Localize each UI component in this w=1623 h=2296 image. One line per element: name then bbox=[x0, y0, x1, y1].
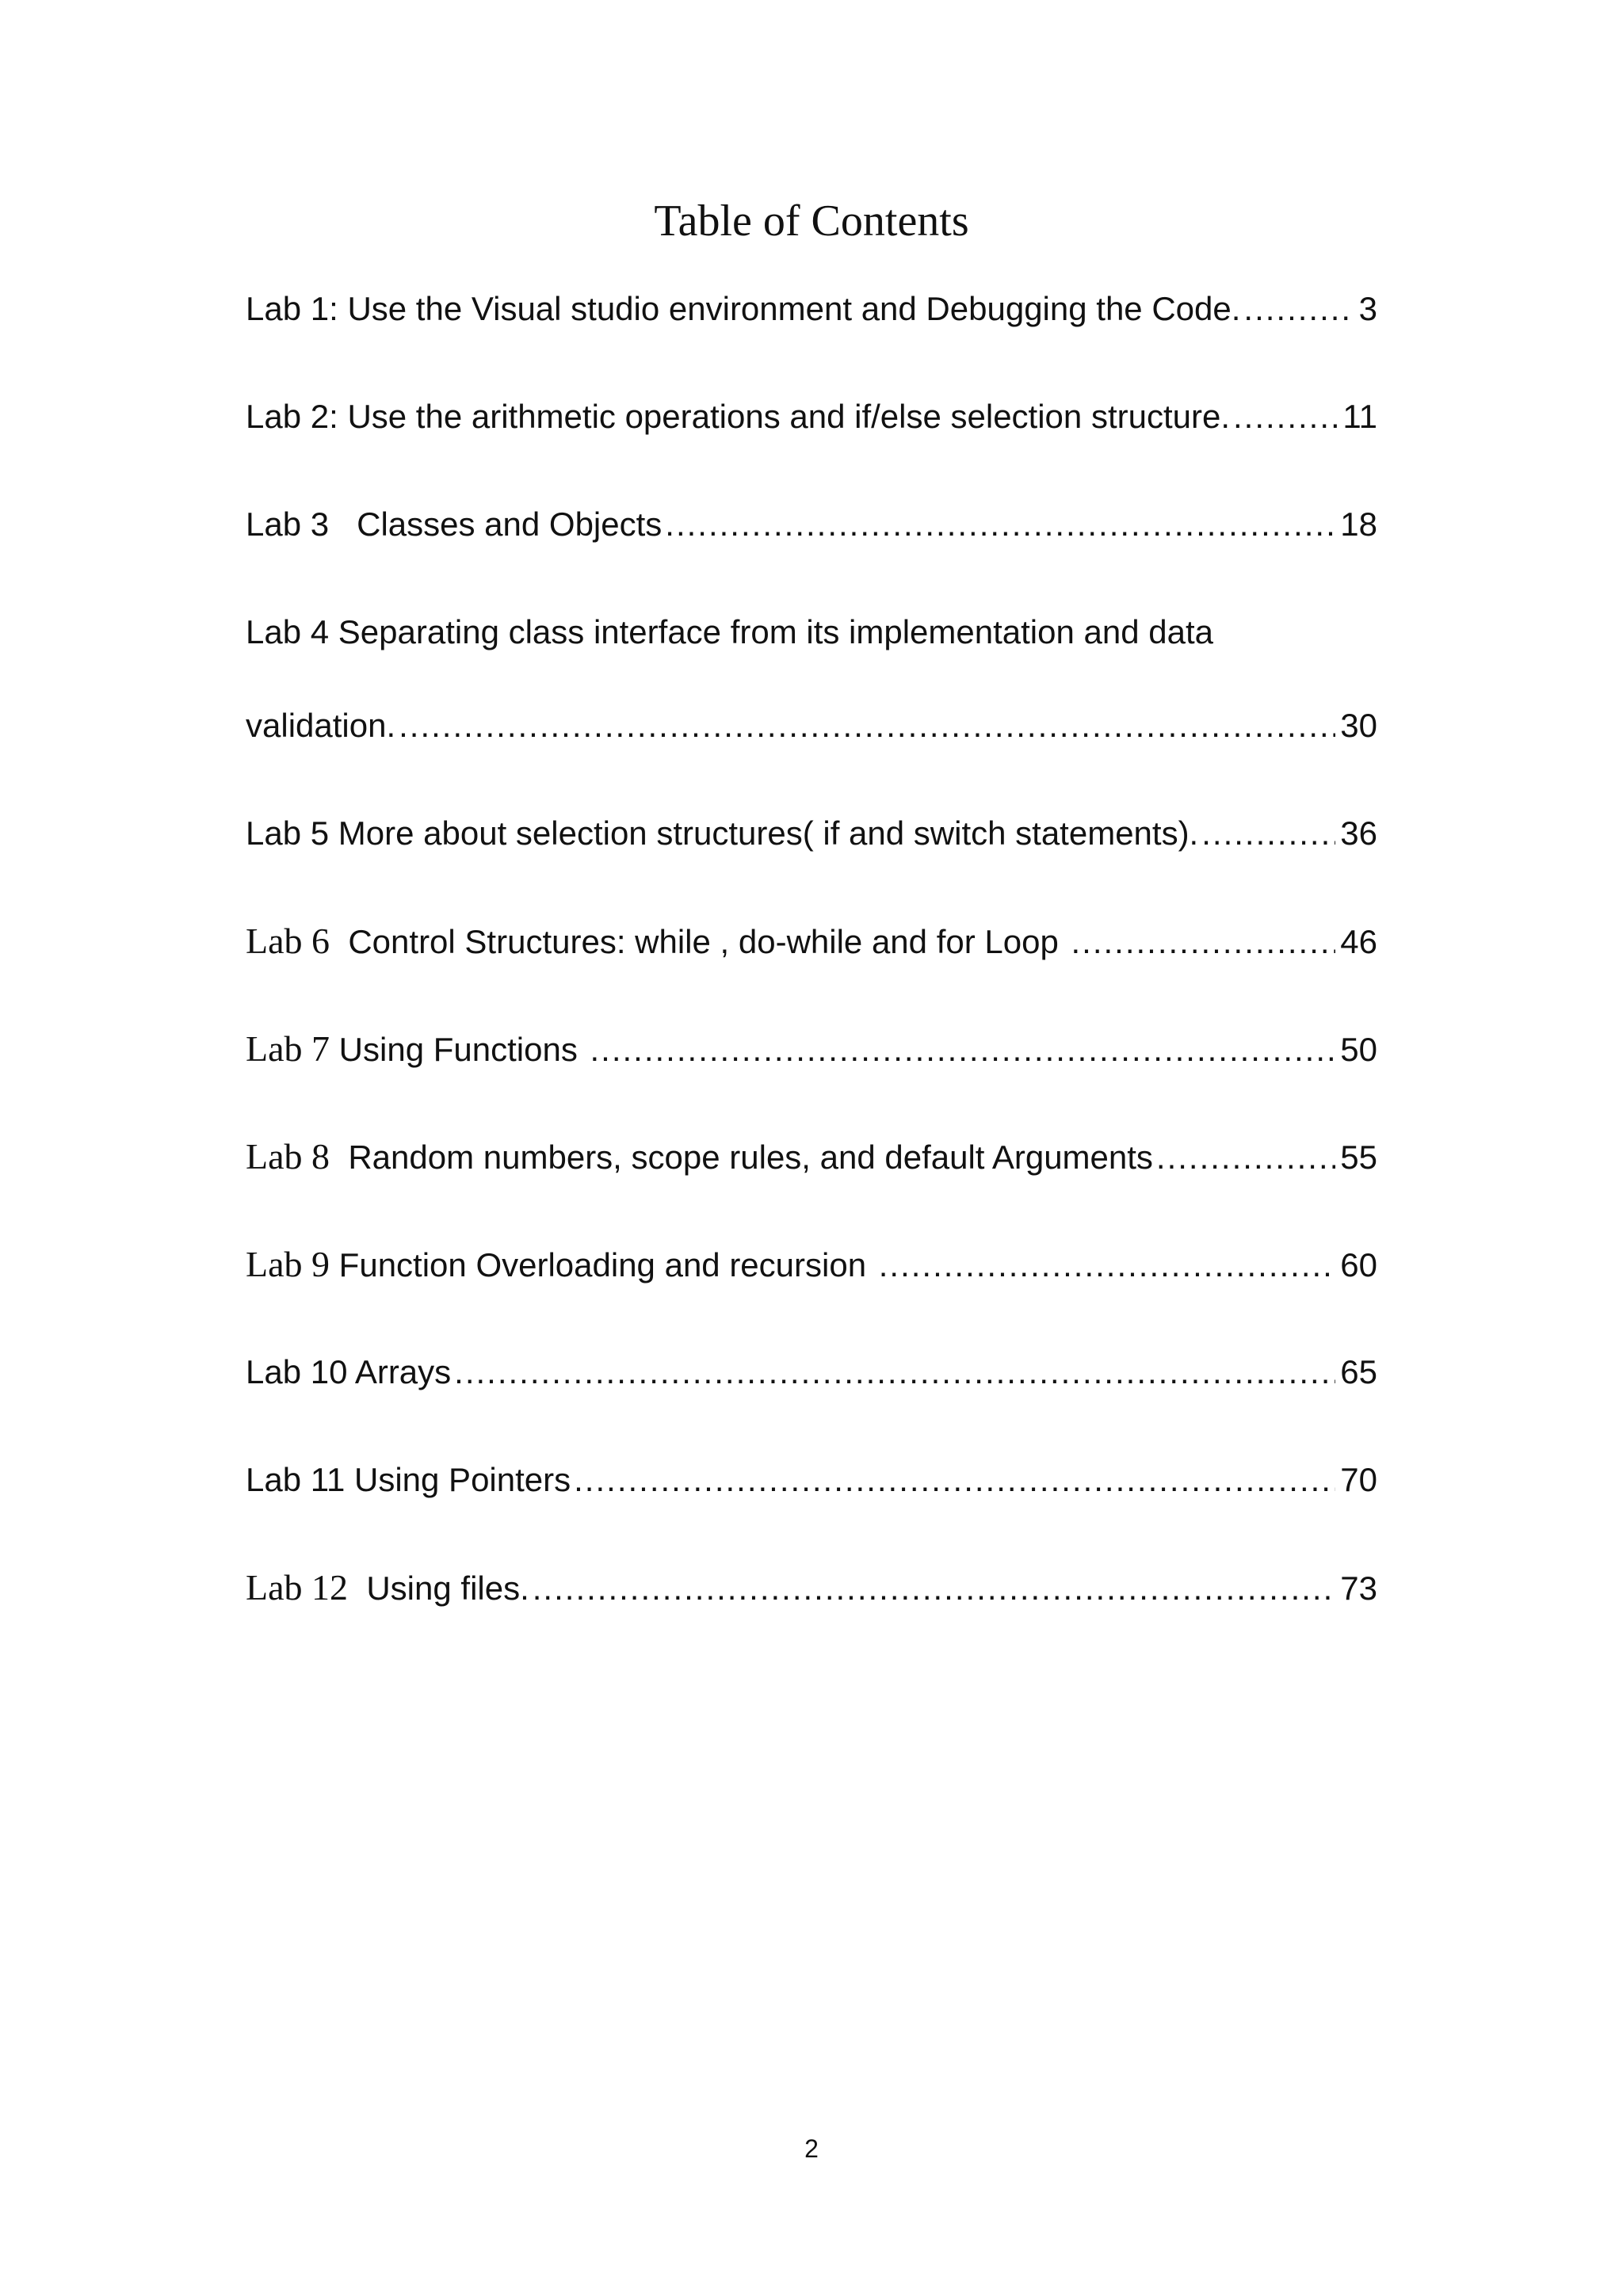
toc-entry-title: Function Overloading and recursion bbox=[330, 1246, 876, 1283]
toc-entry-label bbox=[246, 1024, 587, 1075]
toc-entry-prefix: Lab 9 bbox=[246, 1244, 330, 1284]
toc-leader-dots bbox=[1156, 1132, 1335, 1183]
toc-entry-lab-5[interactable] bbox=[246, 808, 1377, 859]
toc-entry-lab-4-line-1[interactable]: Lab 4 Separating class interface from its implementation and data bbox=[246, 613, 1214, 650]
toc-entry-prefix: Lab 7 bbox=[246, 1028, 330, 1069]
toc-entry-label: Lab 10 Arrays bbox=[246, 1353, 452, 1390]
toc-leader-dots bbox=[590, 1024, 1336, 1075]
toc-leader-dots bbox=[574, 1455, 1335, 1505]
toc-entry-lab-6[interactable] bbox=[246, 916, 1377, 967]
toc-entry-title: Using files. bbox=[348, 1569, 529, 1607]
toc-entry-label: Lab 1: Use the Visual studio environment and Debugging the Code. bbox=[246, 290, 1241, 327]
toc-entry-prefix: Lab 6 bbox=[246, 921, 330, 961]
toc-entry-label bbox=[246, 1239, 876, 1291]
toc-entry-lab-7[interactable] bbox=[246, 1024, 1377, 1074]
toc-entry-lab-2[interactable] bbox=[246, 391, 1377, 442]
toc-leader-dots bbox=[879, 1240, 1336, 1291]
toc-leader-dots bbox=[1071, 917, 1335, 967]
toc-title: Table of Contents bbox=[654, 196, 969, 246]
toc-entry-label: Lab 11 Using Pointers bbox=[246, 1461, 571, 1498]
toc-entry-label: Lab 5 More about selection structures( if and switch statements). bbox=[246, 814, 1199, 852]
toc-entry-lab-8[interactable] bbox=[246, 1131, 1377, 1182]
toc-entry-title: Random numbers, scope rules, and default Arguments bbox=[330, 1138, 1153, 1176]
toc-leader-dots bbox=[399, 700, 1335, 751]
toc-entry-page: 60 bbox=[1340, 1246, 1377, 1283]
toc-entry-label bbox=[246, 1562, 529, 1614]
toc-leader-dots bbox=[1233, 391, 1338, 442]
toc-leader-dots bbox=[454, 1347, 1335, 1398]
toc-entry-page: 50 bbox=[1340, 1031, 1377, 1068]
toc-entry-page: 73 bbox=[1340, 1569, 1377, 1607]
toc-entry-title: Control Structures: while , do-while and for Loop bbox=[330, 923, 1068, 960]
toc-entry-lab-3[interactable] bbox=[246, 499, 1377, 550]
toc-entry-label bbox=[246, 916, 1067, 967]
toc-entry-prefix: Lab 12 bbox=[246, 1567, 349, 1608]
toc-entry-page: 18 bbox=[1340, 505, 1377, 543]
toc-entry-page: 11 bbox=[1342, 398, 1377, 435]
toc-entry-page: 46 bbox=[1340, 923, 1377, 960]
toc-entry-page: 55 bbox=[1340, 1138, 1377, 1176]
toc-entry-lab-4[interactable] bbox=[246, 700, 1377, 751]
toc-leader-dots bbox=[533, 1563, 1336, 1614]
toc-entry-label: Lab 2: Use the arithmetic operations and if/else selection structure. bbox=[246, 398, 1230, 435]
toc-entry-lab-1[interactable] bbox=[246, 284, 1377, 334]
toc-entry-lab-9[interactable] bbox=[246, 1239, 1377, 1290]
toc-leader-dots bbox=[665, 499, 1335, 550]
toc-entry-label bbox=[246, 1131, 1153, 1183]
toc-entry-lab-12[interactable] bbox=[246, 1562, 1377, 1613]
toc-entry-page: 70 bbox=[1340, 1461, 1377, 1498]
toc-entry-lab-11[interactable] bbox=[246, 1455, 1377, 1505]
toc-entry-label: Lab 3 Classes and Objects bbox=[246, 505, 663, 543]
toc-entry-label: validation. bbox=[246, 707, 396, 744]
toc-leader-dots bbox=[1201, 808, 1335, 859]
toc-entry-title: Using Functions bbox=[330, 1031, 587, 1068]
toc-leader-dots bbox=[1243, 284, 1354, 334]
toc-entry-page: 30 bbox=[1340, 707, 1377, 744]
toc-entry-page: 36 bbox=[1340, 814, 1377, 852]
footer-page-number: 2 bbox=[804, 2134, 819, 2163]
toc-entry-lab-10[interactable] bbox=[246, 1347, 1377, 1398]
toc-entry-page: 3 bbox=[1358, 290, 1377, 327]
toc-entry-prefix: Lab 8 bbox=[246, 1136, 330, 1177]
toc-entry-page: 65 bbox=[1340, 1353, 1377, 1390]
